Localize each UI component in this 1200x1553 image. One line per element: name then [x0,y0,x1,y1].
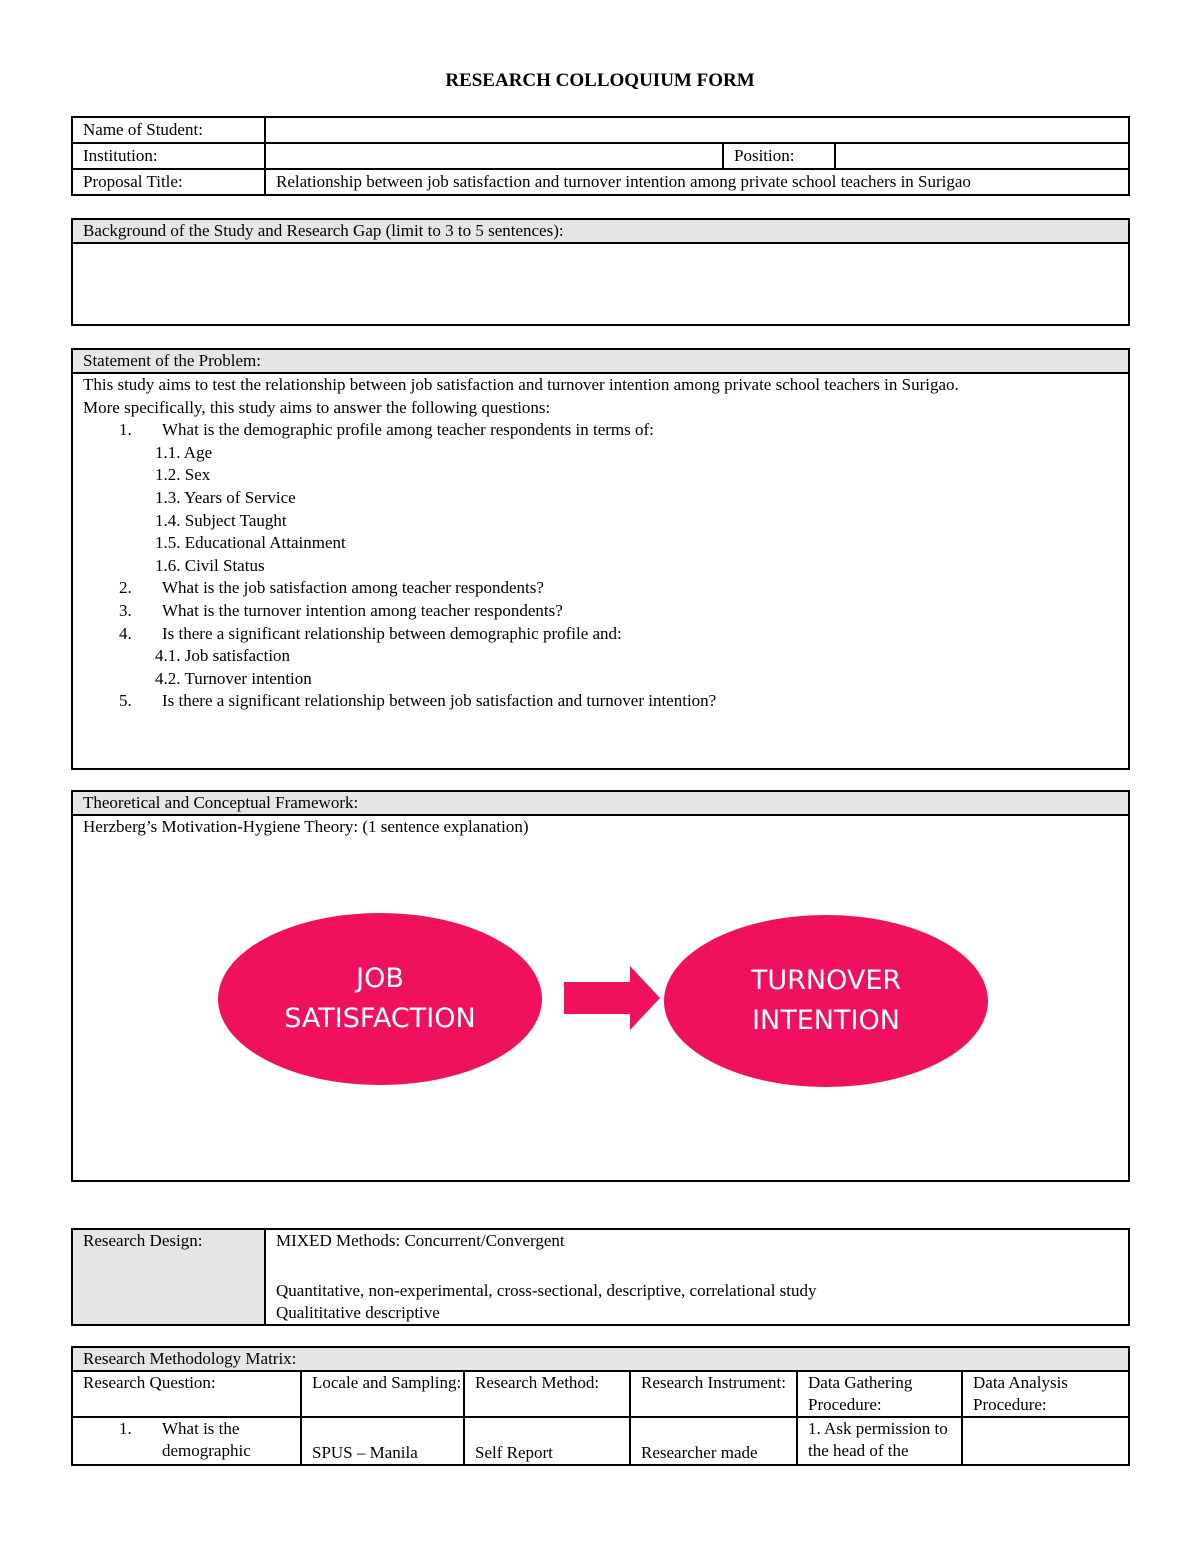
sub-item: 4.2. Turnover intention [155,668,312,688]
table-row [72,1417,1129,1465]
job-satisfaction-ellipse: JOB SATISFACTION [218,913,542,1085]
page-title: RESEARCH COLLOQUIUM FORM [445,70,755,91]
framework-body [72,815,1129,1181]
question-3: 3. What is the turnover intention among teacher respondents? [119,600,563,620]
framework-header: Theoretical and Conceptual Framework: [72,791,1129,815]
design-line: MIXED Methods: Concurrent/Convergent [276,1231,565,1250]
sub-item: 1.3. Years of Service [155,487,296,507]
question-4: 4. Is there a significant relationship between demographic profile and: [119,623,622,643]
design-line: Qualititative descriptive [276,1303,440,1322]
institution-label: Institution: [72,143,265,169]
theory-text: Herzberg’s Motivation-Hygiene Theory: (1 sentence explanation) [83,817,529,836]
background-field[interactable] [72,243,1129,325]
matrix-header: Research Methodology Matrix: [72,1347,1129,1371]
position-label: Position: [723,143,835,169]
institution-field[interactable] [265,143,723,169]
sub-item: 1.1. Age [155,442,213,462]
background-table [71,218,1130,326]
column-header: Research Question: [72,1371,301,1417]
matrix-method-cell: Self Report [464,1417,630,1465]
design-label: Research Design: [72,1229,265,1325]
sub-item: 1.4. Subject Taught [155,510,287,530]
matrix-question-cell: 1. What is the demographic [72,1417,301,1465]
matrix-instrument-cell: Researcher made [630,1417,797,1465]
design-body [265,1229,1129,1325]
matrix-locale-cell: SPUS – Manila [301,1417,464,1465]
position-field[interactable] [835,143,1129,169]
column-header: Data Gathering Procedure: [797,1371,962,1417]
matrix-gathering-cell: 1. Ask permission to the head of the [797,1417,962,1465]
problem-header: Statement of the Problem: [72,349,1129,373]
name-field[interactable] [265,117,1129,143]
student-info-table [71,116,1130,196]
proposal-field[interactable]: Relationship between job satisfaction and turnover intention among private school teachers in Surigao [265,169,1129,195]
problem-table [71,348,1130,770]
column-header: Research Method: [464,1371,630,1417]
conceptual-diagram [83,838,1128,1178]
proposal-label: Proposal Title: [72,169,265,195]
design-table [71,1228,1130,1326]
column-header: Locale and Sampling: [301,1371,464,1417]
arrow-icon [558,964,668,1034]
sub-item: 1.5. Educational Attainment [155,533,346,553]
question-5: 5. Is there a significant relationship between job satisfaction and turnover intention? [119,691,717,711]
framework-table [71,790,1130,1182]
sub-item: 1.6. Civil Status [155,555,265,575]
column-header: Research Instrument: [630,1371,797,1417]
sub-item: 4.1. Job satisfaction [155,646,291,666]
matrix-analysis-cell [962,1417,1129,1465]
question-1: 1. What is the demographic profile among teacher respondents in terms of: [119,420,654,440]
problem-intro-2: More specifically, this study aims to answer the following questions: [83,397,551,417]
background-header: Background of the Study and Research Gap (limit to 3 to 5 sentences): [72,219,1129,243]
name-label: Name of Student: [72,117,265,143]
problem-body [72,373,1129,769]
turnover-intention-ellipse: TURNOVER INTENTION [664,915,988,1087]
problem-intro: This study aims to test the relationship between job satisfaction and turnover intention among private school teachers in Surigao. [83,375,959,394]
sub-item: 1.2. Sex [155,465,211,485]
methodology-matrix-table [71,1346,1130,1466]
question-2: 2. What is the job satisfaction among teacher respondents? [119,578,544,598]
column-header: Data Analysis Procedure: [962,1371,1129,1417]
design-line: Quantitative, non-experimental, cross-sectional, descriptive, correlational study [276,1281,817,1300]
